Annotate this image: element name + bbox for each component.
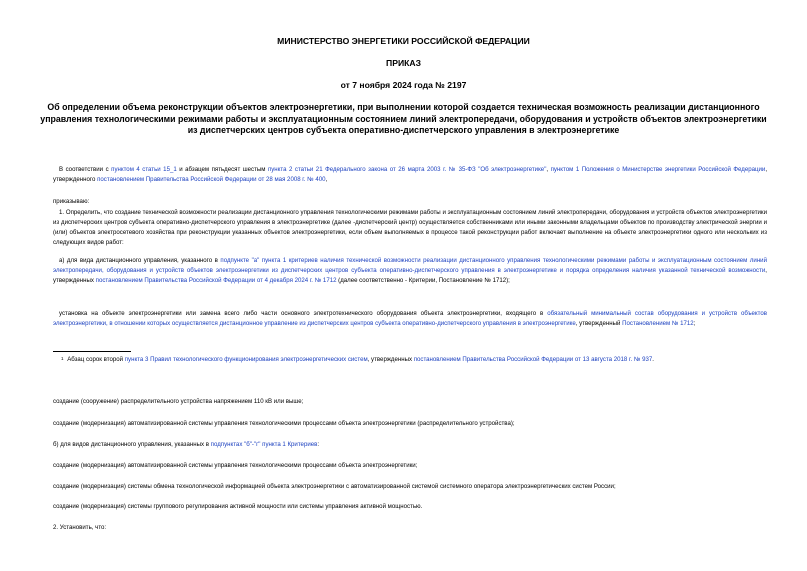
install-text-3: ; — [693, 319, 696, 327]
item-a-text-1: а) для вида дистанционного управления, указанного в — [59, 257, 221, 264]
link-criteria-1a[interactable]: подпункте "а" пункта 1 критериев наличия технической возможности реализации дистанционного управления технологическими режимами работы и эксплуатационным состоянием линий электропередачи, оборудования и устройств объектов электроэнергетики из диспетчерских центров субъекта оперативно-диспетчерского управления в электроэнергетике и порядка определения наличия указанной технической возможности — [53, 257, 767, 274]
preamble-text-3: , — [546, 166, 551, 173]
ministry-heading: МИНИСТЕРСТВО ЭНЕРГЕТИКИ РОССИЙСКОЙ ФЕДЕРАЦИИ — [277, 36, 530, 46]
footnote — [61, 356, 654, 363]
link-resolution-1712-short[interactable]: Постановлением № 1712 — [622, 319, 694, 327]
preamble-paragraph — [53, 165, 767, 185]
list-item-asu-tp: создание (модернизация) автоматизированной системы управления технологическими процессами объекта электроэнергетики; — [53, 462, 418, 469]
footnote-separator — [53, 351, 131, 352]
link-article-15-1[interactable]: пунктом 4 статьи 15_1 — [111, 166, 177, 173]
document-title: Об определении объема реконструкции объектов электроэнергетики, при выполнении которой создается техническая возможность реализации дистанционного управления технологическими режимами работы и эксплуатационным состоянием линий электропередачи, оборудования и устройств объектов электроэнергетики из диспетчерских центров субъекта оперативно-диспетчерского управления в электроэнергетике — [40, 102, 767, 135]
item-1-paragraph: 1. Определить, что создание технической возможности реализации дистанционного управления технологическими режимами работы и эксплуатационным состоянием линий электропередачи, оборудования и устройств объектов электроэнергетики из диспетчерских центров субъекта оперативно-диспетчерского управления в электроэнергетике (далее -диспетчерский центр) осуществляется собственниками или иными законными владельцами объектов по производству электрической энергии и (или) объектов электросетевого хозяйства при реконструкции указанных объектов электроэнергетики, если объем выполняемых в процессе такой реконструкции работ включает выполнение на объекте электроэнергетики одного или нескольких из следующих видов работ: — [53, 209, 767, 246]
link-resolution-400[interactable]: постановлением Правительства Российской Федерации от 28 мая 2008 г. № 400 — [97, 175, 326, 183]
link-resolution-1712[interactable]: постановлением Правительства Российской Федерации от 4 декабря 2024 г. № 1712 — [95, 276, 337, 284]
install-text-2: , утвержденный — [575, 319, 623, 327]
doc-type-heading: ПРИКАЗ — [386, 58, 421, 68]
item-b-line — [53, 441, 319, 448]
list-item-asu-tp-switchgear: создание (модернизация) автоматизированной системы управления технологическими процессами объекта электроэнергетики (распределительного устройства); — [53, 420, 515, 427]
footnote-mark: 1 — [61, 356, 64, 361]
preamble-text-2: и абзацем пятьдесят шестым — [176, 166, 268, 173]
item-2-line: 2. Установить, что: — [53, 524, 107, 531]
prikazyvayu-line: приказываю: — [53, 198, 90, 205]
link-federal-law-35fz[interactable]: пункта 2 статьи 21 Федерального закона от 26 марта 2003 г. № 35-ФЗ "Об электроэнергетике" — [267, 166, 547, 173]
footnote-text-3: . — [652, 356, 654, 363]
link-minimal-equipment-list[interactable]: обязательный минимальный состав оборудования и устройств объектов электроэнергетики, в отношении которых осуществляется дистанционное управление из диспетчерских центров субъекта оперативно-диспетчерского управления в электроэнергетике — [53, 310, 767, 327]
link-criteria-1b-g[interactable]: подпунктах "б"-"г" пункта 1 Критериев — [210, 441, 318, 448]
installation-paragraph — [53, 309, 767, 329]
link-resolution-937[interactable]: постановлением Правительства Российской Федерации от 13 августа 2018 г. № 937 — [413, 356, 653, 363]
list-item-switchgear: создание (сооружение) распределительного устройства напряжением 110 кВ или выше; — [53, 398, 304, 405]
item-b-text-1: б) для видов дистанционного управления, указанных в — [53, 441, 211, 448]
preamble-text-4: , утвержденного — [53, 166, 768, 183]
preamble-text-5: , — [325, 175, 328, 183]
list-item-info-exchange: создание (модернизация) системы обмена технологической информацией объекта электроэнергетики с автоматизированной системой системного оператора электроэнергетических систем России; — [53, 483, 616, 490]
item-a-text-2: , утвержденных — [53, 266, 767, 284]
footnote-text-2: , утвержденных — [367, 356, 414, 363]
item-b-text-2: : — [317, 441, 320, 448]
preamble-text-1: В соответствии с — [59, 166, 112, 173]
item-a-text-3: (далее соответственно - Критерии, Постановление № 1712); — [336, 276, 510, 284]
list-item-power-regulation: создание (модернизация) системы группового регулирования активной мощности или системы управления активной мощностью. — [53, 503, 423, 510]
item-a-paragraph — [53, 256, 767, 286]
link-tech-rules[interactable]: пункта 3 Правил технологического функционирования электроэнергетических систем — [124, 356, 368, 363]
footnote-text-1: Абзац сорок второй — [65, 356, 125, 363]
install-text-1: установка на объекте электроэнергетики или замена всего либо части основного электротехнического оборудования объекта электроэнергетики, входящего в — [59, 310, 548, 317]
date-number-heading: от 7 ноября 2024 года № 2197 — [340, 80, 467, 90]
link-ministry-regulation[interactable]: пунктом 1 Положения о Министерстве энергетики Российской Федерации — [550, 166, 766, 173]
